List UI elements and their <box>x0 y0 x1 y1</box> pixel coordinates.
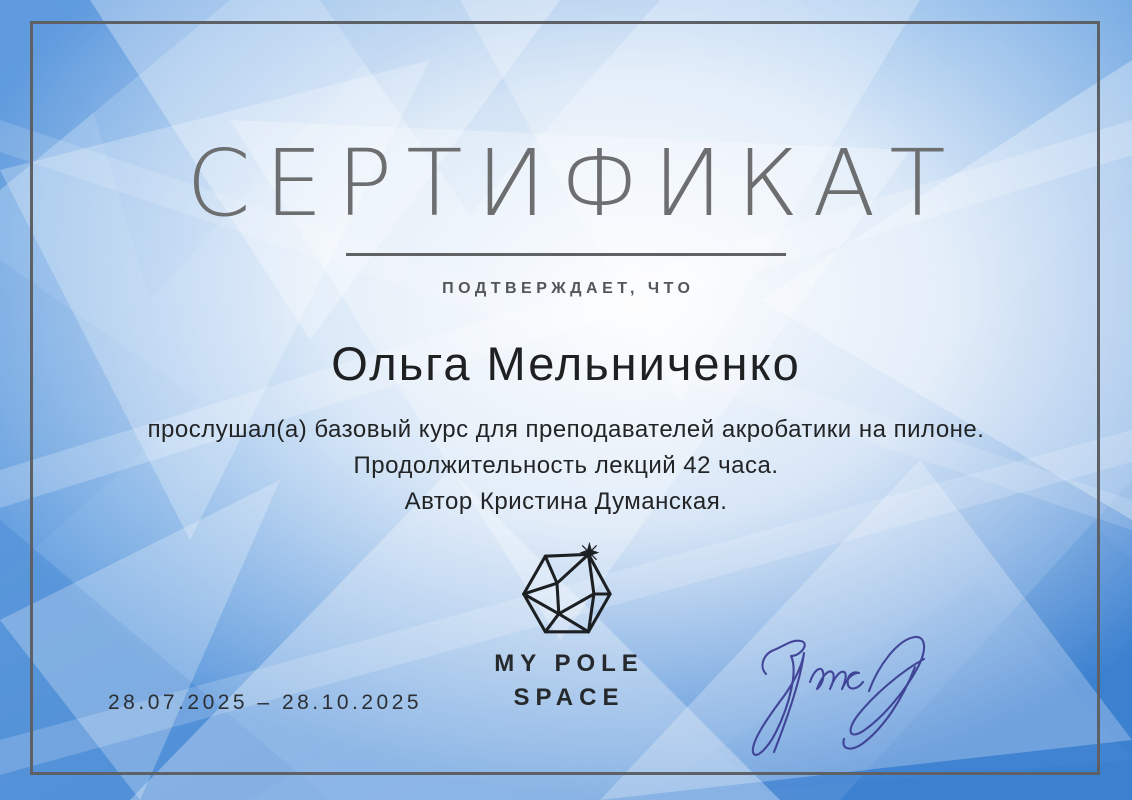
brand-name-line1: MY POLE <box>494 650 644 677</box>
recipient-name: Ольга Мельниченко <box>331 337 801 390</box>
body-line: прослушал(а) базовый курс для преподавателей акробатики на пилоне. <box>147 416 985 443</box>
course-date-range: 28.07.2025 – 28.10.2025 <box>108 691 423 714</box>
body-line: Автор Кристина Думанская. <box>404 488 728 515</box>
handwritten-signature <box>726 610 970 782</box>
certificate-body <box>0 412 1132 520</box>
certificate-title: СЕРТИФИКАТ <box>186 130 960 237</box>
body-line: Продолжительность лекций 42 часа. <box>353 452 779 479</box>
brand-name-line2: SPACE <box>513 684 625 711</box>
polyhedron-sparkle-icon <box>512 540 620 639</box>
certificate-subtitle: ПОДТВЕРЖДАЕТ, ЧТО <box>442 280 695 297</box>
title-divider-line <box>346 253 786 256</box>
